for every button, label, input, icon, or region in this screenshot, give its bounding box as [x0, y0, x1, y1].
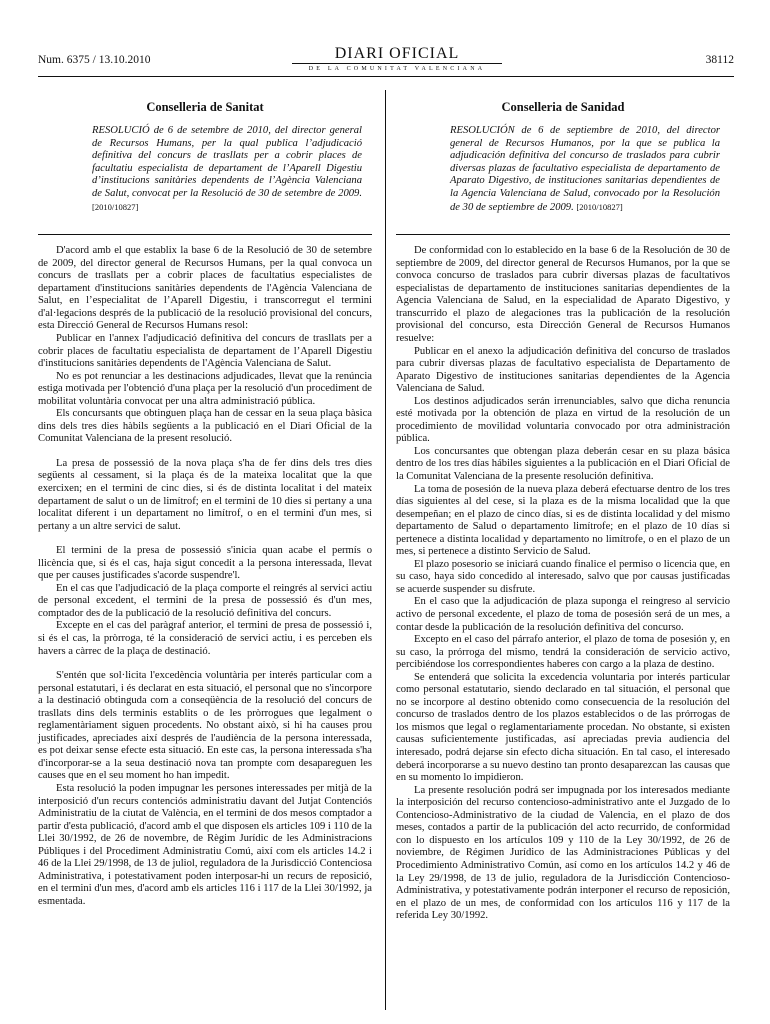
logo-main-text: DIARI OFICIAL	[334, 45, 460, 62]
right-summary-rule	[396, 234, 730, 235]
issue-number: Num. 6375 / 13.10.2010	[38, 54, 151, 66]
page-number: 38112	[705, 54, 734, 66]
left-paragraph: D'acord amb el que establix la base 6 de la Resolució de 30 de setembre de 2009, del director general de Recursos Humans, per la qual convoca un concurs de trasllats per a cobrir places de facultatius especialistes de departament d'institucions sanitàries dependents de l'Agència Valenciana de Salut, en l’especialitat de l’Aparell Digestiu, i transcorregut el termini d'al·legacions després de la publicació de la resolució provisional del concurs, esta Direcció General de Recursos Humans resol:	[38, 245, 372, 332]
logo-sub-text: DE LA COMUNITAT VALENCIANA	[292, 63, 502, 73]
right-summary-text: RESOLUCIÓN de 6 de septiembre de 2010, del director general de Recursos Humanos, por la que se publica la adjudicación definitiva del concurso de traslados para cubrir diversas plazas de facultativo especialista de departamento de Aparato Digestivo, de instituciones sanitarias dependientes de la Agencia Valenciana de Salud, convocado por la Resolución de 30 de septiembre de 2009.	[450, 125, 720, 213]
left-paragraph: Esta resolució la poden impugnar les persones interessades per mitjà de la interposició d'un recurs contenciós administratiu davant del Jutjat Contenciós Administratiu de la ciutat de València, en el termini de dos mesos comptador a partir d'esta publicació, d'acord amb el que disposen els articles 109 i 110 de la Llei 30/1992, de 26 de novembre, de Règim Jurídic de les Administracions Públiques i del Procediment Administratiu Comú, així com els articles 14.2 i 46 de la Llei 29/1998, de 13 de juliol, reguladora de la Jurisdicció Contenciosa Administrativa, i potestativament poden interposar-hi un recurs de reposició, en el termini d'un mes, d'acord amb els articles 116 i 117 de la Llei 30/1992, ja esmentada.	[38, 783, 372, 907]
left-column	[38, 96, 372, 909]
right-heading: Conselleria de Sanidad	[501, 100, 625, 114]
left-body	[38, 245, 372, 908]
left-paragraph: La presa de possessió de la nova plaça s'ha de fer dins dels tres dies següents al cessament, si la plaça és de la mateixa localitat que la que exercixen; en el termini de cinc dies, si és de distinta localitat i del mateix departament de salut o un de limítrof; en el termini de 10 dies si pertany a una localitat diferent i un departament no limítrof, o en el termini d'un mes, si pertany a un altre servici de salut.	[38, 457, 372, 532]
left-summary-text: RESOLUCIÓ de 6 de setembre de 2010, del director general de Recursos Humans, per la qual publica l’adjudicació definitiva del concurs de trasllats per a cobrir places de facultatiu especialista de departament de l’Aparell Digestiu d’institucions sanitàries dependents de l’Agència Valenciana de Salut, convocat per la Resolució de 30 de setembre de 2009.	[92, 125, 362, 199]
right-body	[396, 245, 730, 923]
right-paragraph: Se entenderá que solicita la excedencia voluntaria por interés particular como personal estatutario, siendo declarado en tal situación, el personal que no se incorpore al destino obtenido como consecuencia de la resolución del concurso de traslados dentro de los plazos establecidos o de las prórrogas de los mismos que legal o reglamentariamente procedan. No obstante, si existen causas suficientemente justificadas, así apreciadas previa audiencia del interesado, podrá dejarse sin efecto dicha situación. En tal caso, el interesado deberá incorporarse a su nuevo destino tan pronto desaparezcan las causas que en su momento lo impidieron.	[396, 671, 730, 784]
left-paragraph: El termini de la presa de possessió s'inicia quan acabe el permís o llicència que, si és el cas, haja sigut concedit a la persona interessada, llevat que per causes justificades s'acorde suspendre'l.	[38, 545, 372, 582]
column-divider	[385, 90, 386, 1010]
left-paragraph: No es pot renunciar a les destinacions adjudicades, llevat que la renúncia estiga motivada per l'obtenció d'una plaça per la resolució d'un procediment de mobilitat voluntària convocat per una altra administració pública.	[38, 370, 372, 407]
right-paragraph: En el caso que la adjudicación de plaza suponga el reingreso al servicio activo de personal excedente, el plazo de toma de posesión será de un mes, a contar desde la publicación de la resolución definitiva del concurso.	[396, 596, 730, 633]
right-paragraph: El plazo posesorio se iniciará cuando finalice el permiso o licencia que, en su caso, haya sido concedido al interesado, salvo que por causas justificadas se acuerde suspender su disfrute.	[396, 558, 730, 595]
right-column	[396, 96, 730, 923]
left-heading: Conselleria de Sanitat	[146, 100, 264, 114]
right-summary	[450, 125, 720, 214]
right-paragraph: La toma de posesión de la nueva plaza deberá efectuarse dentro de los tres días siguientes al del cese, si la plaza es de la misma localidad que la que desempeñan; en el plazo de cinco días, si es de distinta localidad y del mismo departamento de Salud o departamento limítrofe; en el plazo de 10 días si pertenece a distinta localidad y departamento no limítrofe, o en el plazo de un mes, si pertenece a distinto Servicio de Salud.	[396, 483, 730, 558]
journal-logo	[292, 46, 502, 73]
right-paragraph: Los destinos adjudicados serán irrenunciables, salvo que dicha renuncia esté motivada por la obtención de plaza en virtud de la resolución de un procedimiento de movilidad voluntaria convocado por otra administración pública.	[396, 395, 730, 445]
left-summary	[92, 125, 362, 214]
left-summary-rule	[38, 234, 372, 235]
right-paragraph: La presente resolución podrá ser impugnada por los interesados mediante la interposición del recurso contencioso-administrativo ante el Juzgado de lo Contencioso-Administrativo de la ciudad de Valencia, en el plazo de dos meses, contados a partir de la publicación del acto recurrido, de conformidad con lo dispuesto en los artículos 109 y 110 de la Ley 30/1992, de 26 de noviembre, de Régimen Jurídico de las Administraciones Públicas y del Procedimiento Administrativo Común, así como en los artículos 14.2 y 46 de la Ley 29/1998, de 13 de julio, reguladora de la Jurisdicción Contencioso-Administrativa, y potestativamente podrán interponer el recurso de reposición, en el plazo de un mes, de conformidad con los artículos 116 y 117 de la referida Ley 30/1992.	[396, 784, 730, 922]
page-header	[38, 46, 734, 76]
header-rule	[38, 76, 734, 77]
right-reference: [2010/10827]	[576, 201, 623, 212]
right-paragraph: Excepto en el caso del párrafo anterior, el plazo de toma de posesión y, en su caso, la prórroga del mismo, tendrá la consideración de servicio activo, percibiéndose los correspondientes haberes con cargo a la plaza de destino.	[396, 634, 730, 671]
left-paragraph: Publicar en l'annex l'adjudicació definitiva del concurs de trasllats per a cobrir places de facultatiu especialista de departament de l’Aparell Digestiu d'institucions sanitàries dependents de l'Agència Valenciana de Salut.	[38, 332, 372, 370]
right-paragraph: De conformidad con lo establecido en la base 6 de la Resolución de 30 de septiembre de 2009, del director general de Recursos Humanos, por la que se convoca concurso de traslados para cubrir diversas plazas de facultativos especialistas de departamento de instituciones sanitarias dependientes de la Agencia Valenciana de Salud, en la especialidad de Aparato Digestivo, y transcurrido el plazo de alegaciones tras la publicación de la resolución provisional del concurso, esta Dirección General de Recursos Humanos resuelve:	[396, 245, 730, 344]
left-paragraph: S'entén que sol·licita l'excedència voluntària per interés particular com a personal estatutari, i és declarat en esta situació, el personal que no s'incorpore a la destinació obtinguda com a conseqüència de la resolució del concurs de trasllats dins dels terminis establits o de les pròrrogues que legalment o reglamentàriament siguen procedents. No obstant això, si hi ha causes prou justificades, apreciades així després de l'audiència de la persona interessada, es pot deixar sense efecte esta situació. En este cas, la persona interessada s'ha d'incorporar-se a la seua destinació nova tan prompte com desapareguen les causes que en el seu moment ho han impedit.	[38, 670, 372, 782]
left-paragraph: En el cas que l'adjudicació de la plaça comporte el reingrés al servici actiu de personal excedent, el termini de la presa de possessió és d'un mes, comptador des de la publicació de la resolució definitiva del concurs.	[38, 582, 372, 619]
right-paragraph: Publicar en el anexo la adjudicación definitiva del concurso de traslados para cubrir diversas plazas de facultativo especialista de Departamento de Aparato Digestivo de instituciones sanitarias dependientes de la Agencia Valenciana de Salud.	[396, 345, 730, 395]
right-paragraph: Los concursantes que obtengan plaza deberán cesar en su plaza básica dentro de los tres días hábiles siguientes a la publicación en el Diari Oficial de la Comunitat Valenciana de la presente resolución definitiva.	[396, 445, 730, 482]
left-paragraph: Els concursants que obtinguen plaça han de cessar en la seua plaça bàsica dins dels tres dies hàbils següents a la publicació en el Diari Oficial de la Comunitat Valenciana de la present resolució.	[38, 408, 372, 445]
left-reference: [2010/10827]	[92, 201, 139, 212]
left-paragraph: Excepte en el cas del paràgraf anterior, el termini de presa de possessió i, si és el cas, la pròrroga, té la consideració de servici actiu, i es perceben els havers a càrrec de la plaça de destinació.	[38, 620, 372, 657]
